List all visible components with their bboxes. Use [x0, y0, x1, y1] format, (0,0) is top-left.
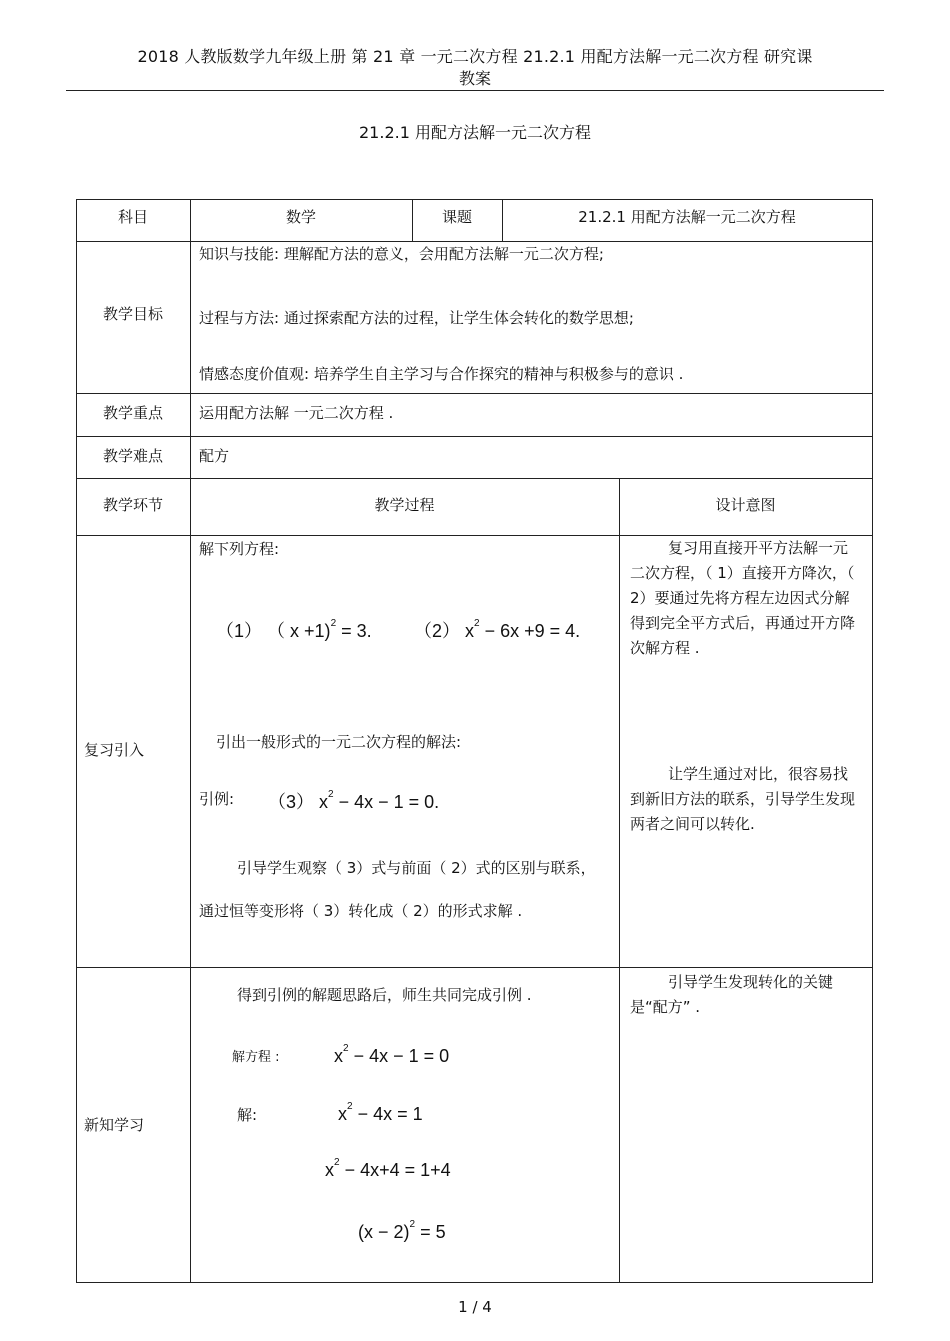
solve-label: 解方程 : [232, 1050, 280, 1065]
new-learning-label: 新知学习 [84, 1116, 145, 1134]
focus-value: 运用配方法解 一元二次方程 . [199, 404, 394, 422]
guide-text: 引导学生观察（ 3）式与前面（ 2）式的区别与联系，通过恒等变形将（ 3）转化成（ 2）的形式求解 . [199, 859, 596, 920]
stage-header: 教学环节 [102, 496, 163, 514]
goal-emotion: 情感态度价值观: 培养学生自主学习与合作探究的精神与积极参与的意识 . [199, 365, 684, 383]
subject-label: 科目 [117, 208, 148, 226]
new-learning-intro: 得到引例的解题思路后，师生共同完成引例 . [237, 986, 532, 1004]
general-method-text: 引出一般形式的一元二次方程的解法: [216, 733, 462, 751]
review-intent-1: 复习用直接开平方法解一元二次方程，（ 1）直接开方降次，（ 2）要通过先将方程左边因式分解得到完全平方式后，再通过开方降次解方程 . [630, 539, 856, 657]
equation-2: （2） $x^2 - 6x +9 = 4$. [414, 618, 581, 641]
new-learning-intent: 引导学生发现转化的关键是“配方” . [630, 973, 834, 1016]
page-number: 1 / 4 [458, 1298, 492, 1316]
equation-1: （1） （ x +1)$^2$ = 3. [216, 618, 372, 641]
review-label: 复习引入 [84, 741, 145, 759]
solution-label: 解: [237, 1106, 258, 1124]
goal-process: 过程与方法: 通过探索配方法的过程，让学生体会转化的数学思想; [199, 309, 634, 327]
process-header: 教学过程 [374, 496, 435, 514]
document-title: 21.2.1 用配方法解一元二次方程 [359, 123, 591, 142]
goal-knowledge: 知识与技能: 理解配方法的意义，会用配方法解一元二次方程; [199, 245, 604, 263]
step-2: $x^2 - 4x+4 = 1+4$ [325, 1157, 451, 1180]
header-title-cont: 教案 [458, 69, 491, 88]
example-label: 引例: [199, 790, 235, 808]
step-3: $(x - 2)^2 = 5$ [358, 1219, 446, 1242]
equation-3: （3） $x^2 - 4x - 1 = 0$. [268, 789, 440, 812]
intent-header: 设计意图 [715, 496, 776, 514]
topic-label: 课题 [441, 208, 472, 226]
goals-label: 教学目标 [102, 305, 163, 323]
focus-label: 教学重点 [102, 404, 163, 422]
topic-value: 21.2.1 用配方法解一元二次方程 [578, 208, 796, 226]
step-1: $x^2 - 4x = 1$ [338, 1101, 423, 1124]
header-divider [66, 90, 884, 91]
review-intent-2: 让学生通过对比，很容易找到新旧方法的联系，引导学生发现两者之间可以转化. [630, 765, 856, 833]
difficulty-label: 教学难点 [102, 447, 163, 465]
header-title: 2018 人教版数学九年级上册 第 21 章 一元二次方程 21.2.1 用配方法解一元二次方程 研究课 [137, 47, 813, 66]
review-intro: 解下列方程: [199, 540, 280, 558]
difficulty-value: 配方 [199, 447, 230, 465]
solve-equation: $x^2 - 4x - 1 = 0$ [334, 1043, 450, 1066]
subject-value: 数学 [285, 208, 316, 226]
